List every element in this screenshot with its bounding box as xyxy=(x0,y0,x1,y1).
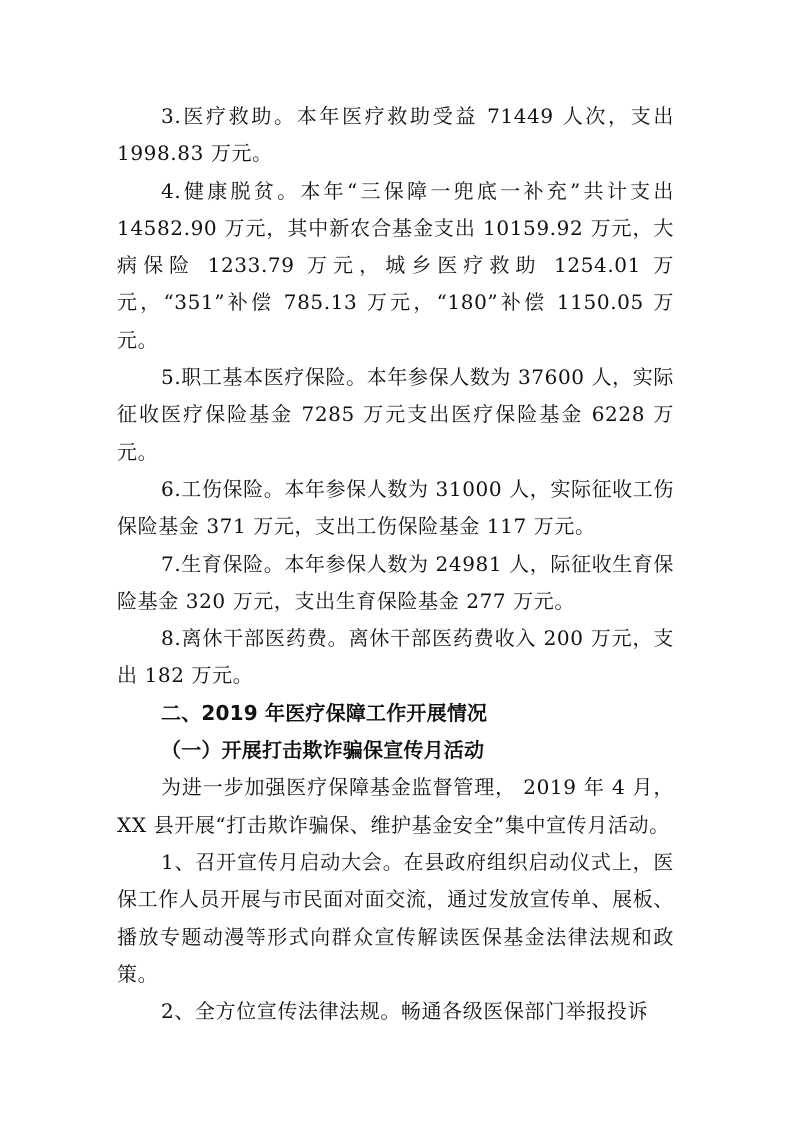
subsection-heading: （一）开展打击欺诈骗保宣传月活动 xyxy=(161,738,485,763)
paragraph-law-publicity: 2、全方位宣传法律法规。畅通各级医保部门举报投诉 xyxy=(161,999,649,1024)
section-heading: 二、2019 年医疗保障工作开展情况 xyxy=(161,700,488,725)
paragraph-campaign-intro: 为进一步加强医疗保障基金监督管理， 2019 年 4 月，XX 县开展“打击欺诈骗保、维护基金安全”集中宣传月活动。 xyxy=(117,775,674,837)
paragraph-health-poverty-relief: 4.健康脱贫。本年“三保障一兜底一补充”共计支出 14582.90 万元，其中新农合基金支出 10159.92 万元，大病保险 1233.79 万元，城乡医疗救助 1254.01 万元，“351”补偿 785.13 万元，“180”补偿 1150.05 万元。 xyxy=(117,178,674,352)
paragraph-maternity-insurance: 7.生育保险。本年参保人数为 24981 人，际征收生育保险基金 320 万元，支出生育保险基金 277 万元。 xyxy=(117,551,674,613)
paragraph-medical-aid: 3.医疗救助。本年医疗救助受益 71449 人次，支出 1998.83 万元。 xyxy=(117,104,674,166)
paragraph-employee-medical-insurance: 5.职工基本医疗保险。本年参保人数为 37600 人，实际征收医疗保险基金 7285 万元支出医疗保险基金 6228 万元。 xyxy=(117,365,674,464)
document-body xyxy=(117,98,674,1030)
paragraph-launch-meeting: 1、召开宣传月启动大会。在县政府组织启动仪式上，医保工作人员开展与市民面对面交流，通过发放宣传单、展板、播放专题动漫等形式向群众宣传解读医保基金法律法规和政策。 xyxy=(117,849,674,986)
paragraph-retired-cadre-expenses: 8.离休干部医药费。离休干部医药费收入 200 万元，支出 182 万元。 xyxy=(117,626,674,688)
paragraph-work-injury-insurance: 6.工伤保险。本年参保人数为 31000 人，实际征收工伤保险基金 371 万元，支出工伤保险基金 117 万元。 xyxy=(117,476,674,539)
